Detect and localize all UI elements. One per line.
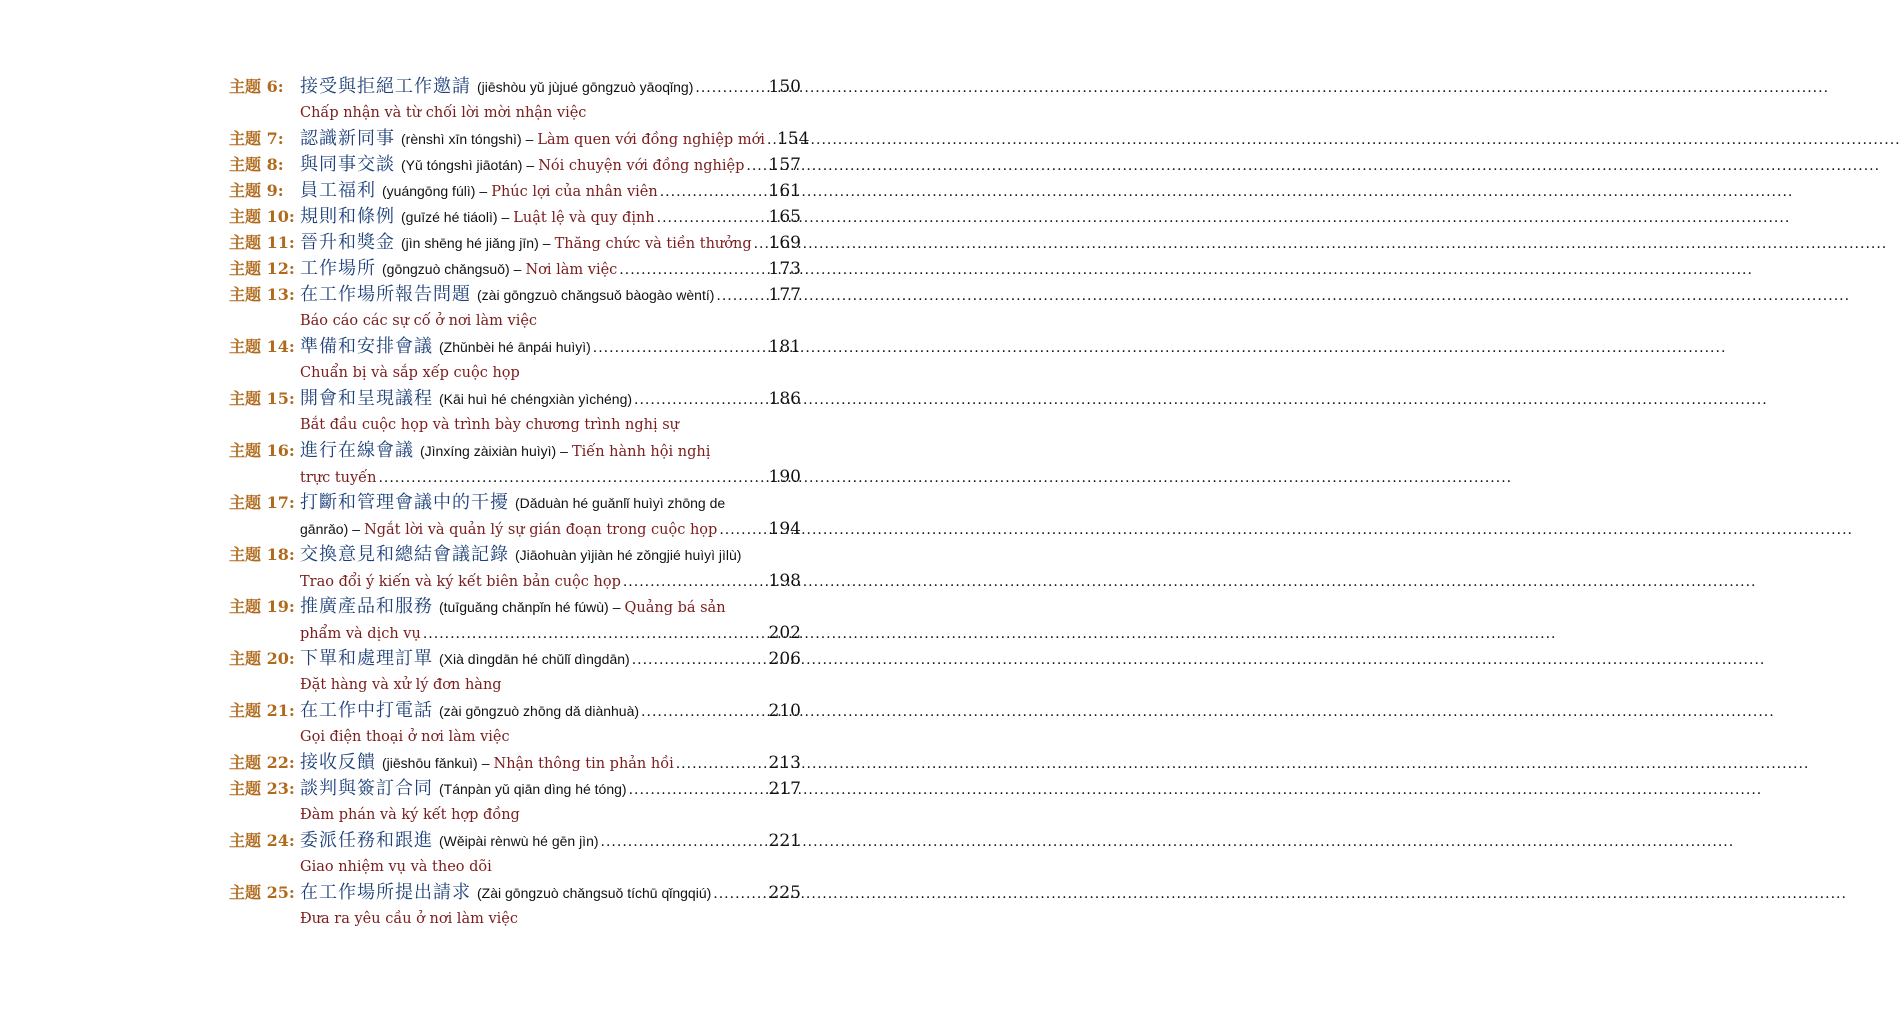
toc-entry[interactable] (229, 386, 801, 438)
pinyin: (guīzé hé tiáolì) (401, 209, 498, 225)
page-number: 217 (768, 779, 801, 799)
page-number: 225 (768, 883, 801, 903)
dash: – (481, 755, 490, 771)
leader-dots (619, 257, 766, 283)
page-number: 173 (768, 259, 801, 279)
dash: – (513, 261, 522, 277)
toc-entry[interactable] (229, 698, 801, 750)
page-number: 150 (768, 77, 801, 97)
toc-entry[interactable] (229, 152, 801, 178)
vietnamese-title: Giao nhiệm vụ và theo dõi (300, 859, 492, 875)
leader-dots (676, 751, 767, 777)
toc-entry[interactable] (229, 282, 801, 334)
leader-dots (746, 153, 766, 179)
vietnamese-title: Thăng chức và tiền thưởng (554, 236, 752, 252)
pinyin: (zài gōngzuò zhōng dǎ diànhuà) (439, 703, 640, 719)
leader-dots (695, 75, 766, 101)
topic-number: 主题 9: (229, 181, 284, 200)
toc-entry[interactable] (229, 880, 801, 932)
vietnamese-title: Chấp nhận và từ chối lời mời nhận việc (300, 105, 587, 121)
chinese-title: 在工作場所報告問題 (300, 284, 471, 305)
pinyin: (yuángōng fúlì) (382, 183, 476, 199)
vietnamese-title: Bắt đầu cuộc họp và trình bày chương trình nghị sự (300, 417, 680, 433)
pinyin: (Zài gōngzuò chǎngsuǒ tíchū qǐngqiú) (477, 885, 712, 901)
toc-entry[interactable] (229, 178, 801, 204)
chinese-title: 認識新同事 (300, 128, 395, 149)
topic-number: 主题 8: (229, 155, 284, 174)
chinese-title: 打斷和管理會議中的干擾 (300, 492, 509, 513)
pinyin: (tuīguǎng chǎnpǐn hé fúwù) (439, 599, 609, 615)
chinese-title: 員工福利 (300, 180, 376, 201)
leader-dots (641, 699, 767, 725)
vietnamese-title: Phúc lợi của nhân viên (491, 184, 658, 200)
page-number: 198 (768, 571, 801, 591)
vietnamese-title: Quảng bá sản (624, 600, 726, 616)
dash: – (526, 157, 535, 173)
toc-entry[interactable] (229, 750, 801, 776)
pinyin: (Wěipài rènwù hé gēn jìn) (439, 833, 599, 849)
page-number: 194 (768, 519, 801, 539)
pinyin: (rènshì xīn tóngshì) (401, 131, 522, 147)
topic-number: 主题 20: (229, 649, 295, 668)
page-number: 169 (768, 233, 801, 253)
chinese-title: 與同事交談 (300, 154, 395, 175)
topic-number: 主题 10: (229, 207, 295, 226)
page-number: 213 (768, 753, 801, 773)
dash: – (612, 599, 621, 615)
page-number: 154 (776, 129, 810, 149)
page-number: 190 (768, 467, 801, 487)
leader-dots (593, 335, 767, 361)
topic-number: 主题 11: (229, 233, 295, 252)
vietnamese-title: Nhận thông tin phản hồi (493, 756, 674, 772)
pinyin: (zài gōngzuò chǎngsuǒ bàogào wèntí) (477, 287, 715, 303)
chinese-title: 在工作中打電話 (300, 700, 433, 721)
vietnamese-title: Tiến hành hội nghị (571, 444, 711, 460)
chinese-title: 交換意見和總結會議記錄 (300, 544, 509, 565)
toc-entry[interactable] (229, 74, 801, 126)
topic-number: 主题 22: (229, 753, 295, 772)
topic-number: 主题 23: (229, 779, 295, 798)
topic-number: 主题 7: (229, 129, 284, 148)
chinese-title: 接受與拒絕工作邀請 (300, 76, 471, 97)
leader-dots (632, 647, 767, 673)
leader-dots (713, 881, 766, 907)
vietnamese-title: Trao đổi ý kiến và ký kết biên bản cuộc họp (300, 574, 621, 590)
toc-entry[interactable] (229, 828, 801, 880)
toc-entry[interactable] (229, 204, 801, 230)
topic-number: 主题 6: (229, 77, 284, 96)
topic-number: 主题 19: (229, 597, 295, 616)
chinese-title: 晉升和獎金 (300, 232, 395, 253)
chinese-title: 進行在線會議 (300, 440, 414, 461)
chinese-title: 推廣產品和服務 (300, 596, 433, 617)
page-number: 161 (768, 181, 801, 201)
pinyin: (Tánpàn yǔ qiān dìng hé tóng) (439, 781, 627, 797)
chinese-title: 準備和安排會議 (300, 336, 433, 357)
vietnamese-title: Chuẩn bị và sắp xếp cuộc họp (300, 365, 520, 381)
leader-dots (657, 205, 767, 231)
topic-number: 主题 13: (229, 285, 295, 304)
pinyin: (Xià dìngdān hé chǔlǐ dìngdān) (439, 651, 630, 667)
dash: – (560, 443, 568, 459)
chinese-title: 工作場所 (300, 258, 376, 279)
vietnamese-title: Nơi làm việc (525, 262, 618, 278)
pinyin: (Zhǔnbèi hé ānpái huìyì) (439, 339, 591, 355)
toc-entry[interactable] (229, 594, 801, 646)
topic-number: 主题 16: (229, 441, 295, 460)
pinyin: (Dǎduàn hé guǎnlǐ huìyì zhōng de (515, 495, 726, 511)
topic-number: 主题 25: (229, 883, 295, 902)
toc-entry[interactable] (229, 490, 801, 542)
chinese-title: 接收反饋 (300, 752, 376, 773)
toc-entry[interactable] (229, 230, 801, 256)
leader-dots (716, 283, 766, 309)
toc-entry[interactable] (229, 438, 801, 490)
page-number: 177 (768, 285, 801, 305)
leader-dots (601, 829, 767, 855)
toc-entry[interactable] (229, 542, 801, 594)
vietnamese-title: Làm quen với đồng nghiệp mới (537, 132, 765, 148)
toc-entry[interactable] (229, 646, 801, 698)
pinyin: (gōngzuò chǎngsuǒ) (382, 261, 510, 277)
vietnamese-title: Gọi điện thoại ở nơi làm việc (300, 729, 510, 745)
dash: – (352, 521, 361, 537)
dash: – (525, 131, 534, 147)
vietnamese-title: Đặt hàng và xử lý đơn hàng (300, 677, 502, 693)
vietnamese-title: Đàm phán và ký kết hợp đồng (300, 807, 520, 823)
dash: – (501, 209, 510, 225)
topic-number: 主题 21: (229, 701, 295, 720)
vietnamese-title: Báo cáo các sự cố ở nơi làm việc (300, 313, 538, 329)
topic-number: 主题 24: (229, 831, 295, 850)
leader-dots (660, 179, 767, 205)
chinese-title: 談判與簽訂合同 (300, 778, 433, 799)
chinese-title: 開會和呈現議程 (300, 388, 433, 409)
toc-entry[interactable] (229, 256, 801, 282)
page-number: 210 (768, 701, 801, 721)
leader-dots (623, 569, 767, 595)
page-number: 157 (768, 155, 801, 175)
page-number: 186 (768, 389, 801, 409)
page-number: 206 (768, 649, 801, 669)
leader-dots (378, 465, 766, 491)
dash: – (479, 183, 488, 199)
leader-dots (767, 127, 775, 153)
leader-dots (754, 231, 767, 257)
topic-number: 主题 12: (229, 259, 295, 278)
vietnamese-title: Đưa ra yêu cầu ở nơi làm việc (300, 911, 518, 927)
toc-entry[interactable] (229, 776, 801, 828)
vietnamese-title: Luật lệ và quy định (513, 210, 655, 226)
pinyin: (Yǔ tóngshì jiāotán) (401, 157, 523, 173)
leader-dots (634, 387, 767, 413)
page-number: 221 (768, 831, 801, 851)
vietnamese-title-continued: phẩm và dịch vụ (300, 626, 421, 642)
pinyin: (Kāi huì hé chéngxiàn yìchéng) (439, 391, 633, 407)
chinese-title: 委派任務和跟進 (300, 830, 433, 851)
pinyin: (jìn shēng hé jiǎng jīn) (401, 235, 539, 251)
pinyin: (jiēshōu fǎnkuì) (382, 755, 478, 771)
chinese-title: 在工作場所提出請求 (300, 882, 471, 903)
pinyin-continued: gānrǎo) (300, 521, 349, 537)
topic-number: 主题 18: (229, 545, 295, 564)
page-number: 202 (768, 623, 801, 643)
vietnamese-title: Ngắt lời và quản lý sự gián đoạn trong cuộc họp (364, 522, 718, 538)
pinyin: (jiēshòu yǔ jùjué gōngzuò yāoqǐng) (477, 79, 694, 95)
leader-dots (423, 621, 767, 647)
page-number: 181 (768, 337, 801, 357)
dash: – (542, 235, 551, 251)
chinese-title: 下單和處理訂單 (300, 648, 433, 669)
topic-number: 主题 15: (229, 389, 295, 408)
page-number: 165 (768, 207, 801, 227)
vietnamese-title-continued: trực tuyến (300, 470, 377, 486)
topic-number: 主题 17: (229, 493, 295, 512)
chinese-title: 規則和條例 (300, 206, 395, 227)
pinyin: (Jiāohuàn yìjiàn hé zǒngjié huìyì jìlù) (515, 547, 742, 563)
toc-entry[interactable] (229, 126, 810, 152)
leader-dots (629, 777, 767, 803)
pinyin: (Jìnxíng zàixiàn huìyì) (420, 443, 557, 459)
table-of-contents (229, 74, 810, 932)
vietnamese-title: Nói chuyện với đồng nghiệp (538, 158, 745, 174)
toc-entry[interactable] (229, 334, 801, 386)
topic-number: 主题 14: (229, 337, 295, 356)
leader-dots (719, 517, 766, 543)
